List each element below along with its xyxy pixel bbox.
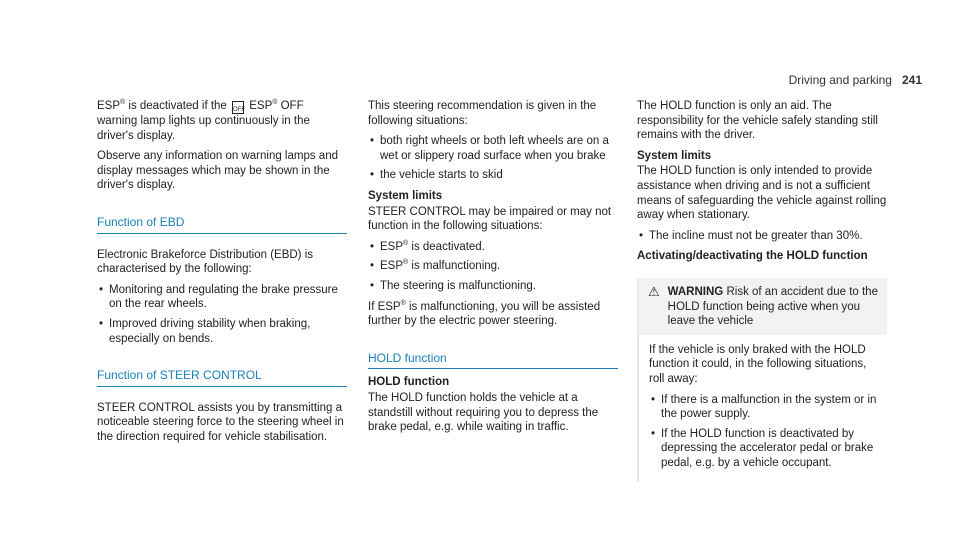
page-header [789, 73, 922, 88]
system-limits-list [368, 240, 618, 294]
recommendation-list [368, 134, 618, 183]
list-item: • ESP® is malfunctioning. [368, 259, 618, 274]
steer-control-section-title: Function of STEER CONTROL [97, 368, 347, 387]
warning-title: WARNING [667, 285, 724, 298]
list-item: • the vehicle starts to skid [368, 168, 618, 183]
warning-body [638, 335, 887, 483]
list-item: • If the HOLD function is deactivated by depressing the accelerator pedal or brake pedal, e.g. by a vehicle occupant. [649, 427, 879, 471]
header-section: Driving and parking [788, 73, 892, 87]
list-item: • If there is a malfunction in the system or in the power supply. [649, 393, 879, 422]
hold-section-title: HOLD function [368, 351, 618, 370]
column-3 [637, 99, 887, 482]
ebd-list [97, 283, 347, 346]
column-2 [368, 99, 618, 441]
warning-body-text: If the vehicle is only braked with the HOLD function it could, in the following situations, roll away: [649, 343, 867, 385]
warning-header [648, 285, 879, 329]
hold-limits-list [637, 229, 887, 244]
list-item: • both right wheels or both left wheels are on a wet or slippery road surface when you brake [368, 134, 618, 163]
warning-list [649, 393, 879, 471]
list-item: • The incline must not be greater than 30%. [637, 229, 887, 244]
recommendation-text: This steering recommendation is given in the following situations: [368, 100, 597, 127]
activating-heading: Activating/deactivating the HOLD function [637, 250, 868, 263]
esp-off-icon: OFF [232, 101, 244, 114]
column-1 [97, 99, 347, 451]
list-item: • The steering is malfunctioning. [368, 279, 618, 294]
warning-summary: Risk of an accident due to the HOLD function being active when you leave the vehicle [667, 285, 878, 328]
esp-malfunction-text: If ESP® is malfunctioning, you will be assisted further by the electric power steering. [368, 299, 601, 328]
list-item: • Monitoring and regulating the brake pressure on the rear wheels. [97, 283, 347, 312]
hold-aid-text: The HOLD function is only an aid. The responsibility for the vehicle safely standing still remains with the driver. [637, 100, 878, 142]
system-limits-heading: System limits [368, 189, 443, 202]
list-item: • Improved driving stability when braking, especially on bends. [97, 317, 347, 346]
warning-triangle-icon: ⚠ [648, 283, 660, 299]
system-limits-text: STEER CONTROL may be impaired or may not function in the following situations: [368, 205, 612, 233]
hold-text: The HOLD function holds the vehicle at a standstill without requiring you to depress the brake pedal, e.g. while waiting in traffic. [368, 391, 599, 434]
steer-control-text: STEER CONTROL assists you by transmitting a noticeable steering force to the steering wheel in the direction required for vehicle stabilisation. [97, 401, 344, 443]
list-item: • ESP® is deactivated. [368, 240, 618, 255]
observe-text: Observe any information on warning lamps and display messages which may be shown in the driver's display. [97, 150, 338, 192]
esp-deactivation-text: ESP® is deactivated if the OFF ESP® OFF warning lamp lights up continuously in the driver's display. [97, 99, 310, 142]
hold-heading: HOLD function [368, 376, 450, 389]
hold-limits-text: The HOLD function is only intended to provide assistance when driving and is not a sufficient means of safeguarding the vehicle against rolling away when stationary. [637, 165, 887, 222]
ebd-section-title: Function of EBD [97, 215, 347, 234]
page-number: 241 [901, 73, 922, 87]
ebd-text: Electronic Brakeforce Distribution (EBD) is characterised by the following: [97, 248, 314, 276]
warning-box [637, 278, 887, 483]
hold-limits-heading: System limits [637, 149, 712, 162]
